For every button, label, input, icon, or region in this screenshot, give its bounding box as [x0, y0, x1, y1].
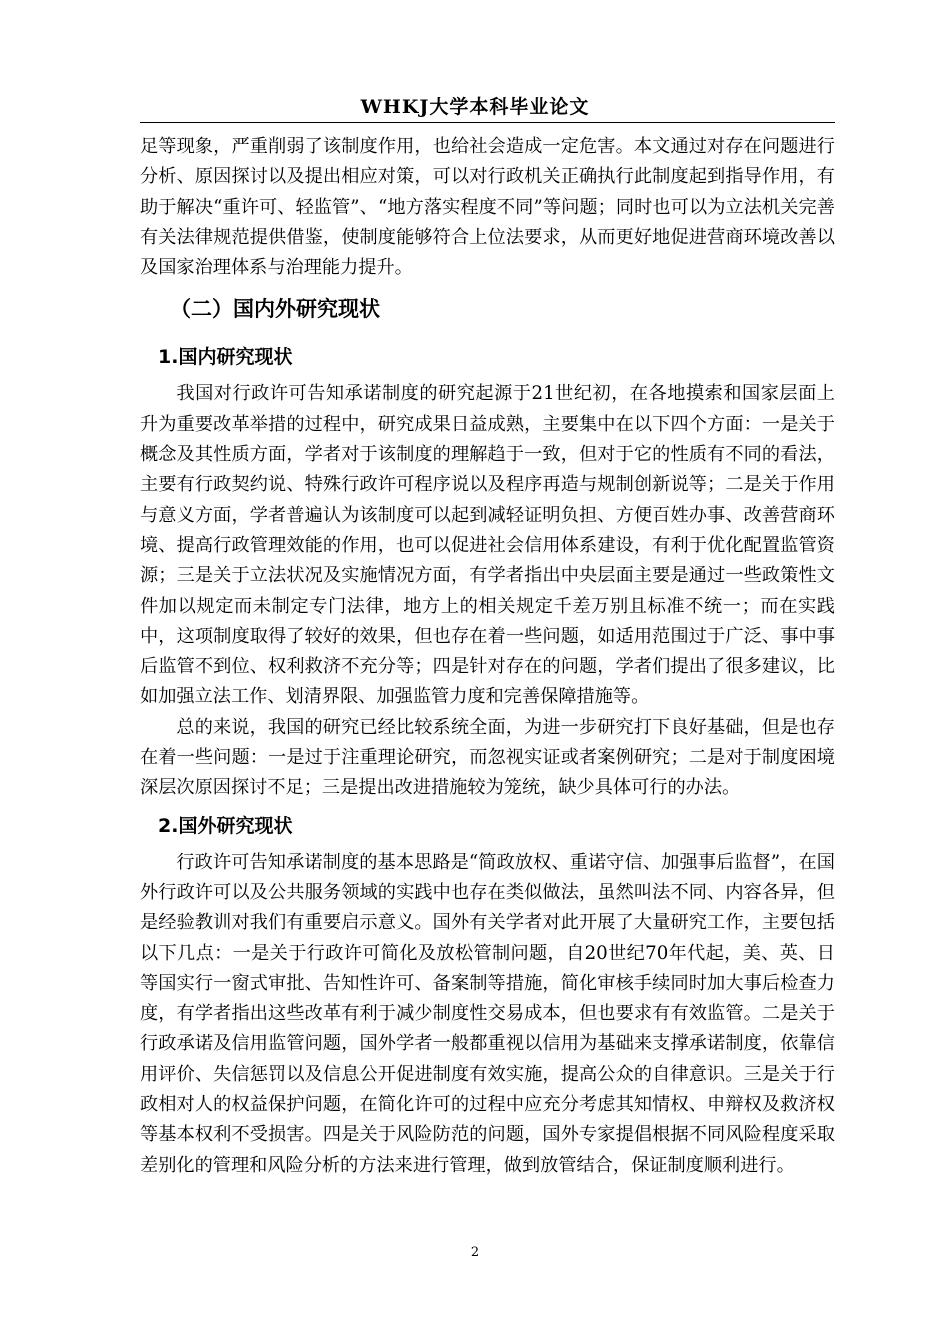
page-body: [140, 132, 835, 1181]
domestic-research-heading: 1.国内研究现状: [158, 346, 293, 369]
foreign-paragraph-1: 行政许可告知承诺制度的基本思路是“简政放权、重诺守信、加强事后监督”，在国外行政许可以及公共服务领域的实践中也存在类似做法，虽然叫法不同、内容各异，但是经验教训对我们有重要启示意义。国外有关学者对此开展了大量研究工作，主要包括以下几点：一是关于行政许可简化及放松管制问题，自20世纪70年代起，美、英、日等国实行一窗式审批、告知性许可、备案制等措施，简化审核手续同时加大事后检查力度，有学者指出这些改革有利于减少制度性交易成本，但也要求有有效监管。二是关于行政承诺及信用监管问题，国外学者一般都重视以信用为基础来支撑承诺制度，依靠信用评价、失信惩罚以及信息公开促进制度有效实施，提高公众的自律意识。三是关于行政相对人的权益保护问题，在简化许可的过程中应充分考虑其知情权、申辩权及救济权等基本权利不受损害。四是关于风险防范的问题，国外专家提倡根据不同风险程度采取差别化的管理和风险分析的方法来进行管理，做到放管结合，保证制度顺利进行。: [140, 851, 835, 1176]
section-heading: （二）国内外研究现状: [170, 297, 380, 322]
foreign-research-heading: 2.国外研究现状: [158, 814, 293, 837]
header-divider: [140, 122, 835, 123]
page-header-title: WHKJ大学本科毕业论文: [360, 96, 590, 118]
page-number: 2: [470, 1245, 480, 1260]
domestic-paragraph-2: 总的来说，我国的研究已经比较系统全面，为进一步研究打下良好基础，但是也存在着一些问题：一是过于注重理论研究，而忽视实证或者案例研究；二是对于制度困境深层次原因探讨不足；三是提出改进措施较为笼统，缺少具体可行的办法。: [140, 716, 835, 799]
intro-paragraph: 足等现象，严重削弱了该制度作用，也给社会造成一定危害。本文通过对存在问题进行分析、原因探讨以及提出相应对策，可以对行政机关正确执行此制度起到指导作用，有助于解决“重许可、轻监管”、“地方落实程度不同”等问题；同时也可以为立法机关完善有关法律规范提供借鉴，使制度能够符合上位法要求，从而更好地促进营商环境改善以及国家治理体系与治理能力提升。: [140, 136, 835, 279]
domestic-paragraph-1: 我国对行政许可告知承诺制度的研究起源于21世纪初，在各地摸索和国家层面上升为重要改革举措的过程中，研究成果日益成熟，主要集中在以下四个方面：一是关于概念及其性质方面，学者对于该制度的理解趋于一致，但对于它的性质有不同的看法，主要有行政契约说、特殊行政许可程序说以及程序再造与规制创新说等；二是关于作用与意义方面，学者普遍认为该制度可以起到减轻证明负担、方便百姓办事、改善营商环境、提高行政管理效能的作用，也可以促进社会信用体系建设，有利于优化配置监管资源；三是关于立法状况及实施情况方面，有学者指出中央层面主要是通过一些政策性文件加以规定而未制定专门法律，地方上的相关规定千差万别且标准不统一；而在实践中，这项制度取得了较好的效果，但也存在着一些问题，如适用范围过于广泛、事中事后监管不到位、权利救济不充分等；四是针对存在的问题，学者们提出了很多建议，比如加强立法工作、划清界限、加强监管力度和完善保障措施等。: [140, 383, 835, 708]
